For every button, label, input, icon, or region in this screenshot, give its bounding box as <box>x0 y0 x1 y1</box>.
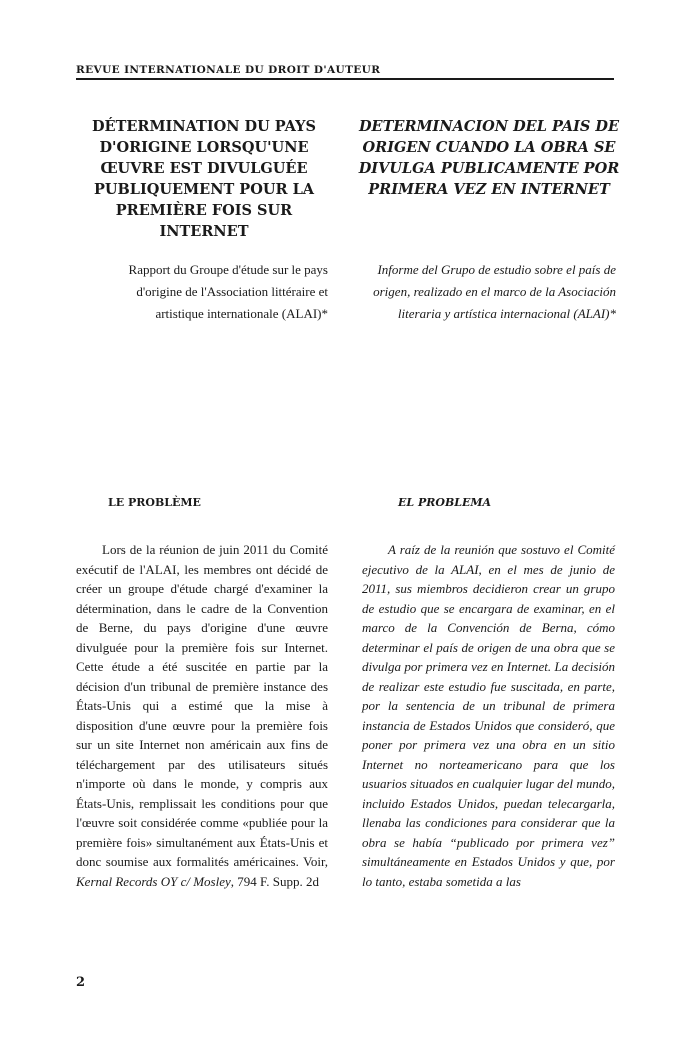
spanish-body-paragraph: A raíz de la reunión que sostuvo el Comité ejecutivo de la ALAI, en el mes de junio de 2011, sus miembros decidieron crear un grupo de estudio que se encargara de examinar, en el marco de la Convención de Berna, cómo determinar el país de origen de una obra que se divulga por primera vez en Internet. La decisión de realizar este estudio fue suscitada, en parte, por la sentencia de un tribunal de primera instancia de Estados Unidos que consideró, que poner por primera vez una obra en un sitio Internet no norteamericano para que los usuarios situados en cualquier lugar del mundo, incluido Estados Unidos, puedan telecargarla, llenaba las condiciones para considerar que la obra se había “publicado por primera vez” simultáneamente en Estados Unidos y que, por lo tanto, estaba sometida a las <box>362 542 615 889</box>
case-citation: , 794 F. Supp. 2d <box>230 873 319 889</box>
running-header: REVUE INTERNATIONALE DU DROIT D'AUTEUR <box>76 64 381 76</box>
french-title: DÉTERMINATION DU PAYS D'ORIGINE LORSQU'UNE ŒUVRE EST DIVULGUÉE PUBLIQUEMENT POUR LA PREMIÈRE FOIS SUR INTERNET <box>91 118 317 240</box>
header-rule <box>76 78 614 80</box>
spanish-report-subtitle: Informe del Grupo de estudio sobre el país de origen, realizado en el marco de la Asociación literaria y artística internacional (ALAI)* <box>373 262 616 321</box>
spanish-body-text <box>362 540 615 891</box>
french-body-paragraph: Lors de la réunion de juin 2011 du Comité exécutif de l'ALAI, les membres ont décidé de créer un groupe d'étude chargé d'examiner la détermination, dans le cadre de la Convention de Berne, du pays d'origine d'une œuvre divulguée pour la première fois sur Internet. Cette étude a été suscitée en partie par la décision d'un tribunal de première instance des États-Unis qui a estimé que la mise à disposition d'une œuvre pour la première fois sur un site Internet non américain aux fins de téléchargement par des utilisateurs situés n'importe où dans le monde, y compris aux États-Unis, remplissait les conditions pour que l'œuvre soit considérée comme «publiée pour la première fois» simultanément aux États-Unis et donc soumise aux formalités américaines. Voir, <box>76 542 328 869</box>
french-body-text <box>76 540 328 891</box>
case-name: Kernal Records OY c/ Mosley <box>76 873 231 889</box>
french-section-heading: LE PROBLÈME <box>108 496 201 509</box>
spanish-title: DETERMINACION DEL PAIS DE ORIGEN CUANDO LA OBRA SE DIVULGA PUBLICAMENTE POR PRIMERA VEZ EN INTERNET <box>358 118 620 198</box>
spanish-section-heading: EL PROBLEMA <box>398 496 492 509</box>
page-number: 2 <box>76 975 86 990</box>
french-report-subtitle: Rapport du Groupe d'étude sur le pays d'origine de l'Association littéraire et artistique internationale (ALAI)* <box>128 262 328 321</box>
